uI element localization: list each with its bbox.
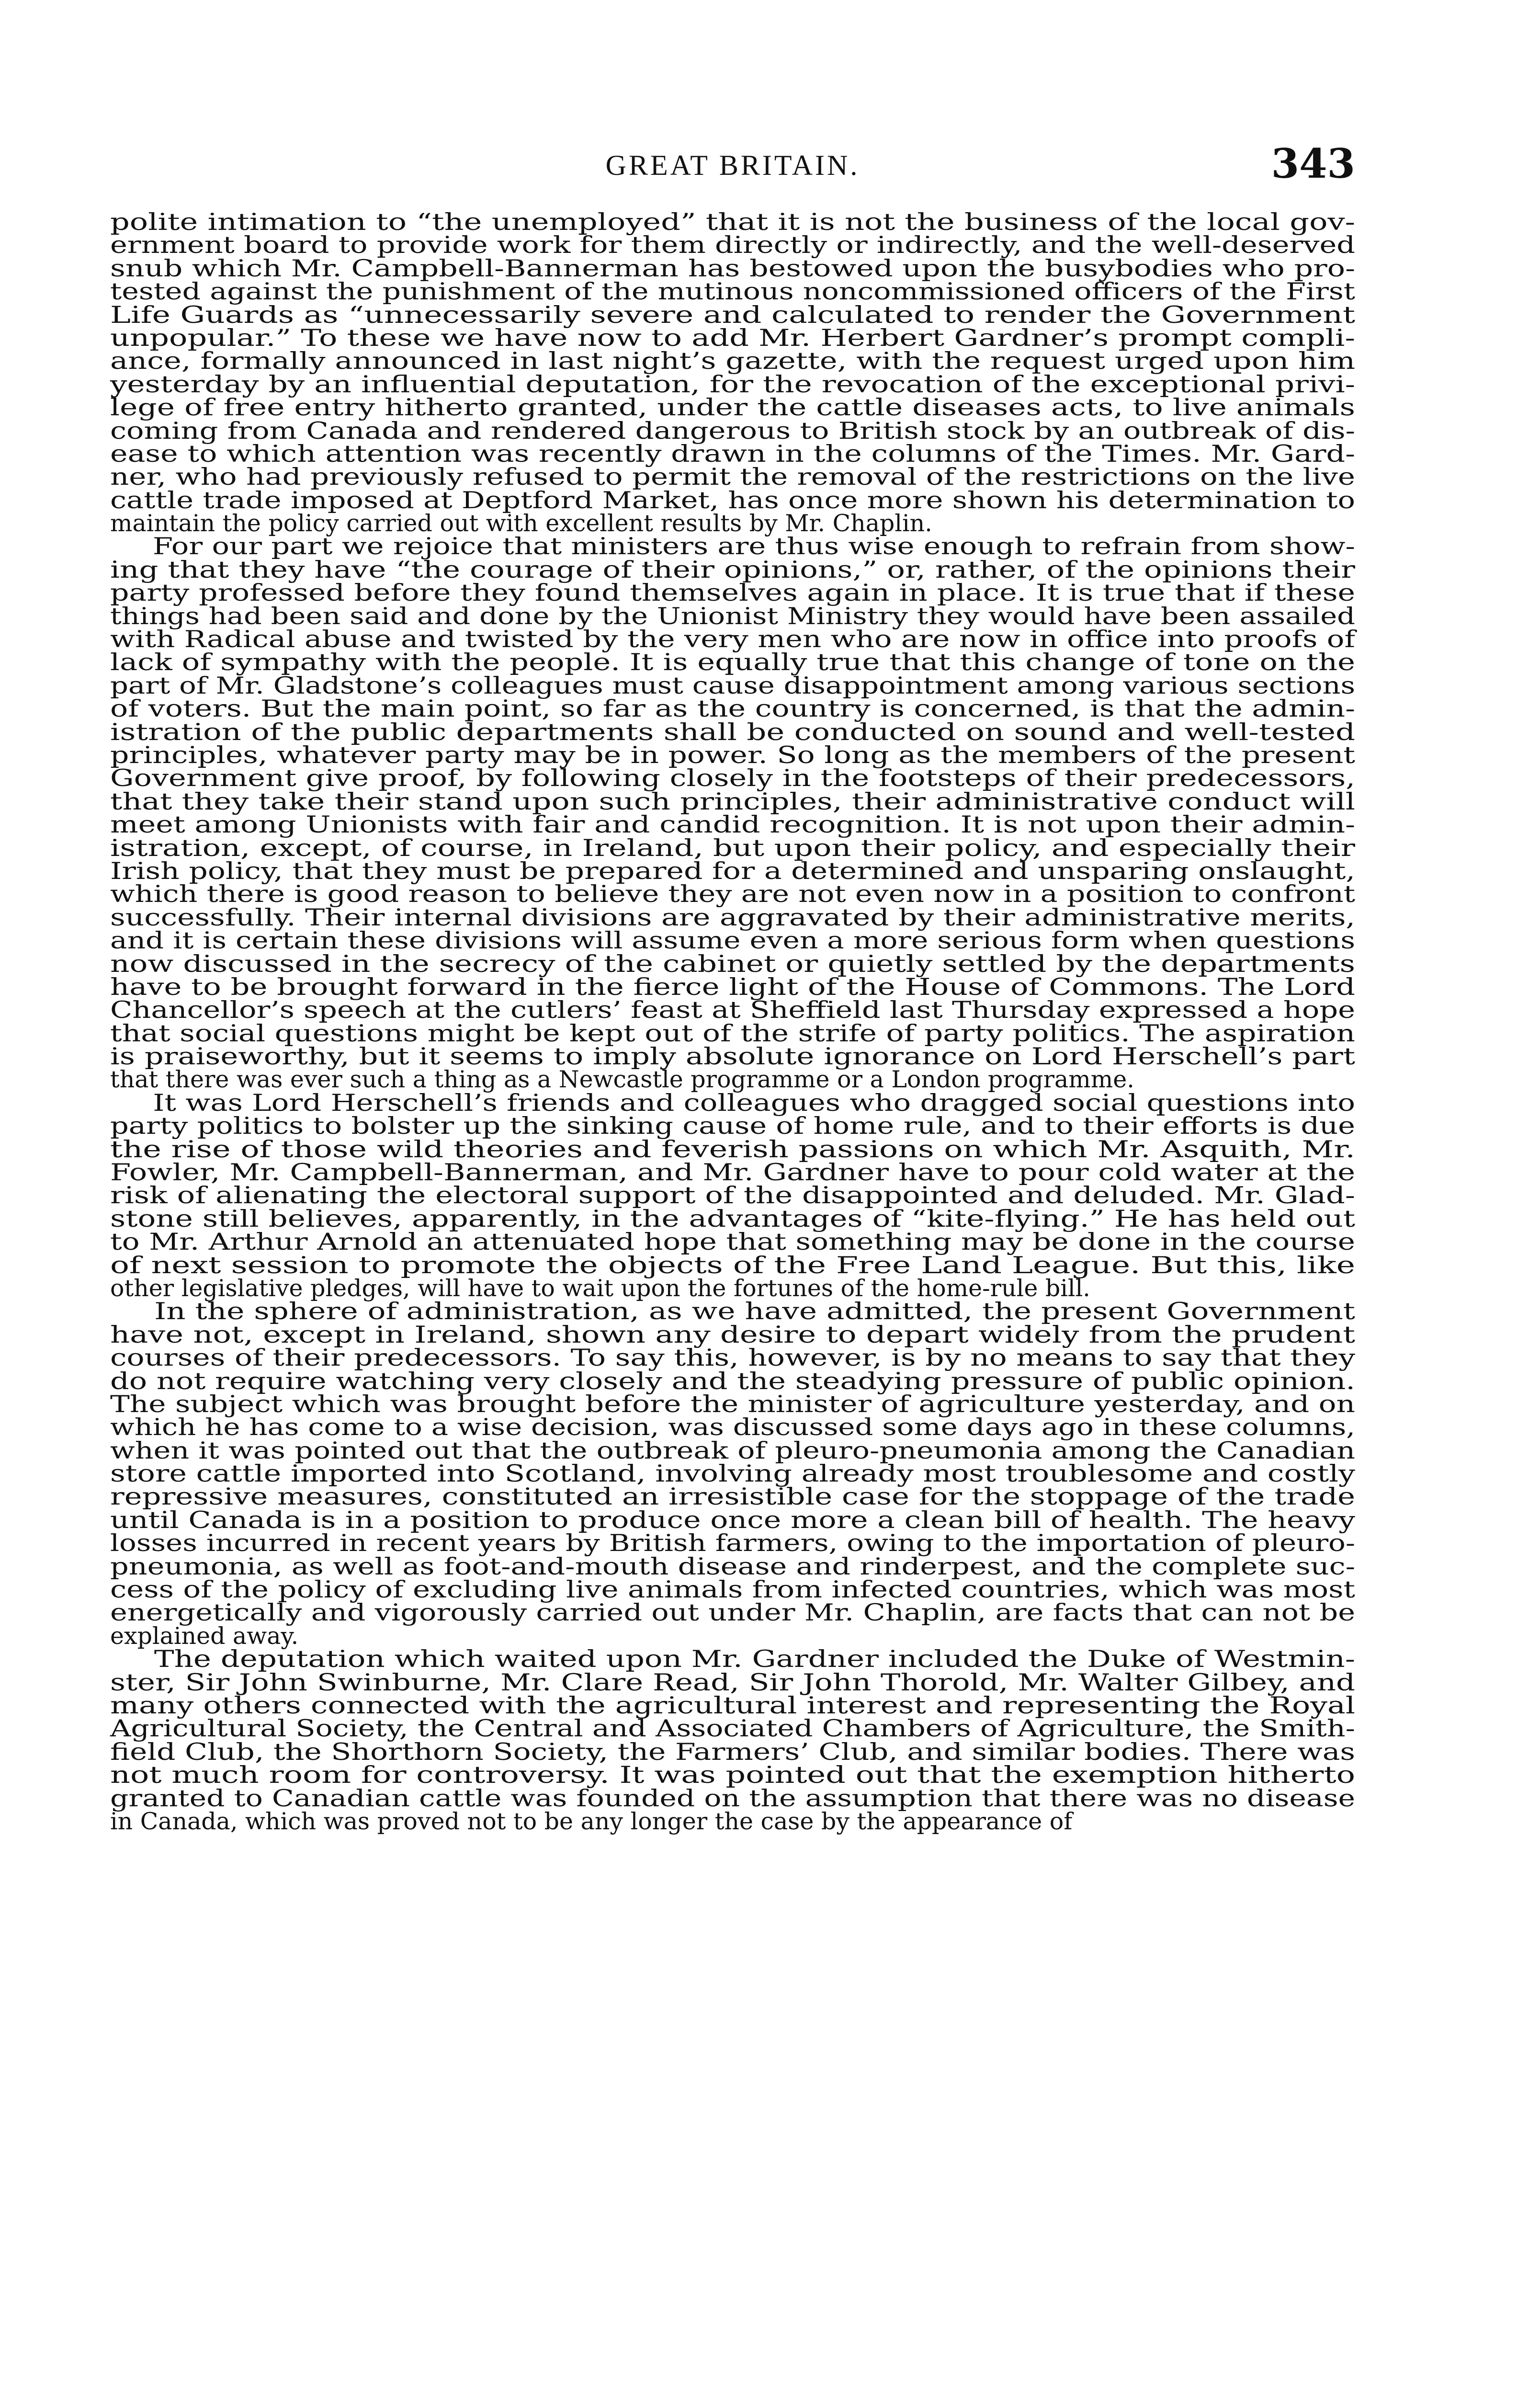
text-line: [110, 880, 1355, 908]
line-text: stone still believes, apparently, in the advantages of “kite-flying.” He has held out: [110, 1205, 1355, 1232]
text-line: [110, 1043, 1355, 1071]
line-text: principles, whatever party may be in power. So long as the members of the present: [110, 741, 1355, 769]
line-text: ernment board to provide work for them directly or indirectly, and the well-deserved: [110, 231, 1355, 259]
text-line: [110, 324, 1355, 352]
line-text: which he has come to a wise decision, was discussed some days ago in these columns,: [110, 1414, 1355, 1441]
line-text: in Canada, which was proved not to be any longer the case by the appearance of: [110, 1807, 1073, 1835]
text-line: [110, 1738, 1355, 1766]
text-line: [110, 1344, 1355, 1372]
text-line: [110, 1251, 1355, 1279]
line-text: yesterday by an influential deputation, for the revocation of the exceptional privi-: [110, 370, 1355, 398]
text-line: [110, 512, 1355, 535]
text-line: [110, 1761, 1355, 1789]
text-line: [110, 440, 1355, 468]
line-text: unpopular.” To these we have now to add Mr. Herbert Gardner’s prompt compli-: [110, 324, 1355, 352]
paragraph: [110, 1089, 1355, 1302]
line-text: Life Guards as “unnecessarily severe and calculated to render the Government: [110, 301, 1355, 329]
line-text: cattle trade imposed at Deptford Market, has once more shown his determination to: [110, 486, 1355, 514]
text-line: [110, 834, 1355, 862]
text-line: [110, 628, 1355, 651]
line-text: things had been said and done by the Unionist Ministry they would have been assailed: [110, 602, 1355, 630]
line-text: when it was pointed out that the outbreak of pleuro-pneumonia among the Canadian: [110, 1437, 1355, 1464]
line-text: polite intimation to “the unemployed” that it is not the business of the local gov-: [110, 208, 1355, 236]
line-text: cess of the policy of excluding live animals from infected countries, which was most: [110, 1576, 1355, 1604]
text-line: [110, 857, 1355, 885]
text-line: [110, 1205, 1355, 1232]
line-text: losses incurred in recent years by British farmers, owing to the importation of pleuro-: [110, 1529, 1355, 1557]
line-text: have to be brought forward in the fierce light of the House of Commons. The Lord: [110, 973, 1355, 1001]
text-line: [110, 996, 1355, 1024]
paragraph: [110, 208, 1355, 537]
text-line: [110, 1460, 1355, 1488]
text-line: [110, 674, 1355, 697]
text-line: [110, 903, 1355, 931]
text-line: [110, 695, 1355, 723]
body-text: [110, 208, 1356, 1835]
text-line: [110, 579, 1355, 607]
line-text: that social questions might be kept out of the strife of party politics. The aspiration: [110, 1019, 1355, 1047]
text-line: [110, 1506, 1355, 1534]
line-text: successfully. Their internal divisions are aggravated by their administrative merits,: [110, 903, 1355, 931]
line-text: that there was ever such a thing as a Newcastle programme or a London programme.: [110, 1066, 1134, 1094]
text-line: [110, 927, 1355, 955]
text-line: [110, 463, 1355, 491]
text-line: [110, 1367, 1355, 1395]
line-text: repressive measures, constituted an irresistible case for the stoppage of the trade: [110, 1483, 1355, 1511]
line-text: ease to which attention was recently drawn in the columns of the Times. Mr. Gard-: [110, 440, 1355, 468]
running-head: GREAT BRITAIN.: [605, 149, 860, 181]
line-text: istration of the public departments shall be conducted on sound and well-tested: [110, 718, 1355, 746]
text-line: [110, 394, 1355, 422]
line-text: of voters. But the main point, so far as the country is concerned, is that the admin-: [110, 695, 1355, 723]
line-text: which there is good reason to believe they are not even now in a position to confront: [110, 880, 1355, 908]
line-text: lege of free entry hitherto granted, under the cattle diseases acts, to live animals: [110, 394, 1355, 422]
line-text: many others connected with the agricultural interest and representing the Royal: [110, 1692, 1355, 1719]
text-line: [110, 718, 1355, 746]
text-line: [110, 1483, 1355, 1511]
text-line: [110, 370, 1355, 398]
line-text: snub which Mr. Campbell-Bannerman has bestowed upon the busybodies who pro-: [110, 254, 1355, 282]
line-text: of next session to promote the objects of the Free Land League. But this, like: [110, 1251, 1355, 1279]
text-line: [110, 417, 1355, 445]
text-line: [110, 1390, 1355, 1418]
text-line: [110, 1274, 1355, 1302]
line-text: The deputation which waited upon Mr. Gardner included the Duke of Westmin-: [154, 1645, 1356, 1673]
line-text: For our part we rejoice that ministers are thus wise enough to refrain from show-: [153, 533, 1356, 560]
line-text: store cattle imported into Scotland, involving already most troublesome and costly: [110, 1460, 1355, 1488]
line-text: istration, except, of course, in Ireland, but upon their policy, and especially their: [110, 834, 1355, 862]
line-text: Agricultural Society, the Central and Associated Chambers of Agriculture, the Smith-: [110, 1715, 1355, 1743]
line-text: courses of their predecessors. To say this, however, is by no means to say that they: [110, 1344, 1355, 1372]
text-line: [110, 1019, 1355, 1047]
text-line: [110, 1416, 1355, 1439]
line-text: Fowler, Mr. Campbell-Bannerman, and Mr. Gardner have to pour cold water at the: [110, 1159, 1355, 1186]
line-text: ance, formally announced in last night’s gazette, with the request urged upon him: [110, 347, 1355, 375]
line-text: part of Mr. Gladstone’s colleagues must cause disappointment among various sections: [110, 672, 1355, 699]
line-text: until Canada is in a position to produce once more a clean bill of health. The heavy: [110, 1506, 1355, 1534]
text-line: [110, 602, 1355, 630]
line-text: ner, who had previously refused to permit the removal of the restrictions on the live: [110, 463, 1355, 491]
line-text: tested against the punishment of the mutinous noncommissioned officers of the First: [110, 278, 1355, 306]
text-line: [110, 208, 1355, 236]
line-text: explained away.: [110, 1622, 299, 1650]
text-line: [110, 1715, 1355, 1743]
text-line: [110, 1552, 1355, 1580]
line-text: Irish policy, that they must be prepared for a determined and unsparing onslaught,: [110, 857, 1355, 885]
line-text: is praiseworthy, but it seems to imply absolute ignorance on Lord Herschell’s part: [110, 1043, 1355, 1071]
text-line: [110, 1645, 1356, 1673]
line-text: ster, Sir John Swinburne, Mr. Clare Read, Sir John Thorold, Mr. Walter Gilbey, and: [110, 1668, 1355, 1696]
text-line: [110, 1529, 1355, 1557]
line-text: risk of alienating the electoral support of the disappointed and deluded. Mr. Glad-: [110, 1182, 1355, 1209]
page-number: 343: [1271, 140, 1355, 187]
text-line: [110, 741, 1355, 769]
text-line: [110, 1089, 1355, 1117]
text-line: [110, 1576, 1355, 1604]
line-text: do not require watching very closely and the steadying pressure of public opinion.: [110, 1367, 1355, 1395]
text-line: [110, 764, 1355, 792]
paragraph: [110, 1300, 1355, 1648]
line-text: The subject which was brought before the minister of agriculture yesterday, and on: [110, 1390, 1355, 1418]
line-text: coming from Canada and rendered dangerous to British stock by an outbreak of dis-: [110, 417, 1355, 445]
text-line: [110, 1066, 1355, 1094]
line-text: field Club, the Shorthorn Society, the Farmers’ Club, and similar bodies. There was: [110, 1738, 1355, 1766]
text-line: [110, 347, 1355, 375]
text-line: [110, 1112, 1355, 1140]
line-text: Chancellor’s speech at the cutlers’ feast at Sheffield last Thursday expressed a hope: [110, 996, 1355, 1024]
line-text: other legislative pledges, will have to wait upon the fortunes of the home-rule bill.: [110, 1274, 1090, 1302]
text-line: [110, 1228, 1355, 1256]
text-line: [110, 1668, 1355, 1696]
text-line: [110, 1807, 1355, 1835]
text-line: [110, 556, 1355, 583]
line-text: not much room for controversy. It was pointed out that the exemption hitherto: [110, 1761, 1355, 1789]
line-text: lack of sympathy with the people. It is equally true that this change of tone on the: [110, 649, 1355, 676]
line-text: meet among Unionists with fair and candid recognition. It is not upon their admin-: [110, 811, 1355, 839]
line-text: with Radical abuse and twisted by the very men who are now in office into proofs of: [110, 626, 1355, 653]
text-line: [110, 1599, 1355, 1627]
line-text: the rise of those wild theories and feverish passions on which Mr. Asquith, Mr.: [110, 1135, 1355, 1163]
line-text: have not, except in Ireland, shown any desire to depart widely from the prudent: [110, 1321, 1355, 1348]
line-text: maintain the policy carried out with excellent results by Mr. Chaplin.: [110, 510, 932, 537]
text-line: [110, 1135, 1355, 1163]
line-text: that they take their stand upon such principles, their administrative conduct will: [110, 787, 1355, 815]
line-text: It was Lord Herschell’s friends and colleagues who dragged social questions into: [153, 1089, 1355, 1117]
text-line: [110, 1161, 1355, 1184]
text-line: [110, 535, 1355, 558]
line-text: In the sphere of administration, as we have admitted, the present Government: [154, 1298, 1355, 1325]
line-text: and it is certain these divisions will assume even a more serious form when questions: [110, 927, 1355, 955]
paragraph: [110, 533, 1356, 1094]
text-line: [110, 301, 1355, 329]
paragraph: [110, 1645, 1356, 1835]
text-line: [110, 1784, 1355, 1812]
text-line: [110, 1694, 1355, 1717]
text-line: [110, 1300, 1355, 1323]
line-text: energetically and vigorously carried out under Mr. Chaplin, are facts that can not be: [110, 1599, 1355, 1627]
page-header: [110, 140, 1355, 187]
text-line: [110, 231, 1355, 259]
text-line: [110, 1323, 1355, 1346]
text-line: [110, 486, 1355, 514]
text-line: [110, 1439, 1355, 1462]
line-text: ing that they have “the courage of their opinions,” or, rather, of the opinions their: [110, 556, 1355, 583]
text-line: [110, 787, 1355, 815]
line-text: Government give proof, by following closely in the footsteps of their predecessors,: [110, 764, 1355, 792]
text-line: [110, 651, 1355, 674]
line-text: party politics to bolster up the sinking cause of home rule, and to their efforts is due: [110, 1112, 1355, 1140]
text-line: [110, 254, 1355, 282]
text-line: [110, 1184, 1355, 1207]
text-line: [110, 973, 1355, 1001]
text-line: [110, 278, 1355, 306]
line-text: now discussed in the secrecy of the cabinet or quietly settled by the departments: [110, 950, 1355, 978]
text-line: [110, 1622, 1355, 1650]
text-line: [110, 811, 1355, 839]
line-text: party professed before they found themselves again in place. It is true that if these: [110, 579, 1355, 607]
text-line: [110, 950, 1355, 978]
line-text: granted to Canadian cattle was founded on the assumption that there was no disease: [110, 1784, 1355, 1812]
line-text: to Mr. Arthur Arnold an attenuated hope that something may be done in the course: [110, 1228, 1355, 1256]
line-text: pneumonia, as well as foot-and-mouth disease and rinderpest, and the complete suc-: [110, 1552, 1355, 1580]
